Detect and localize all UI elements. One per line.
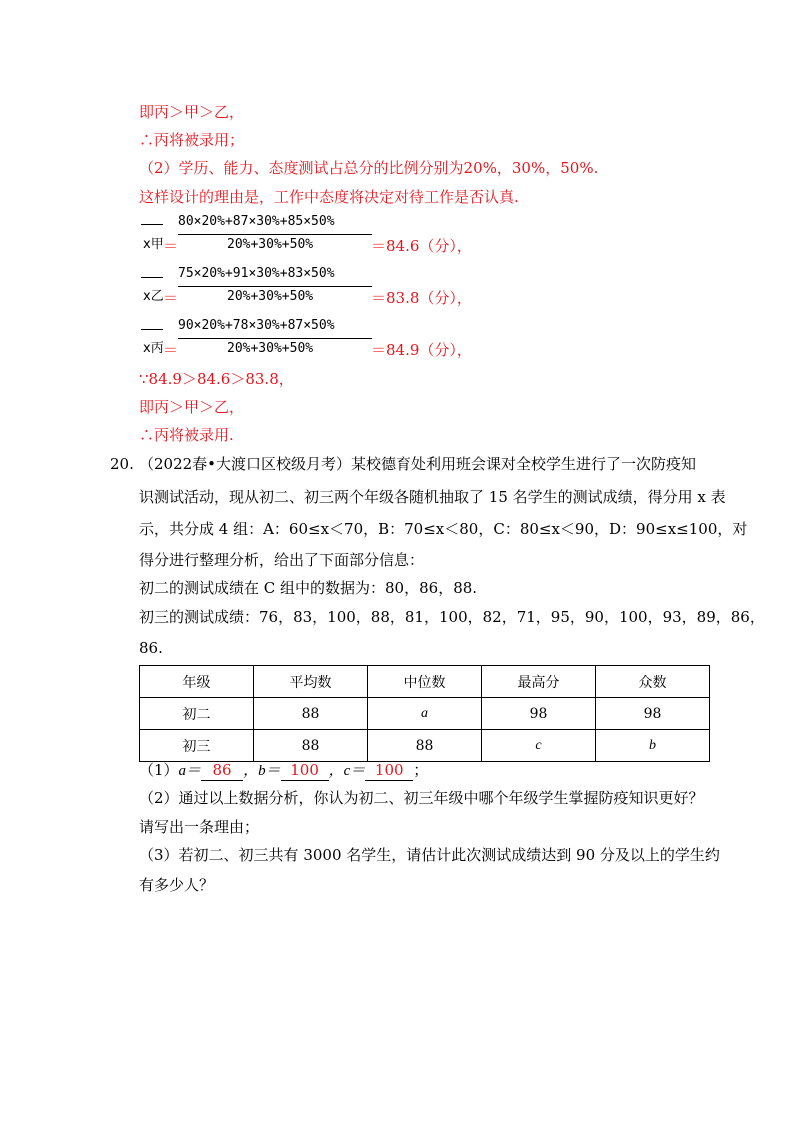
solution-line: ∴丙将被录用. <box>139 426 234 444</box>
answer-a: 86 <box>201 760 243 781</box>
equals-sign: ＝ <box>163 237 179 255</box>
table-cell: a <box>368 698 482 730</box>
formula-result: ＝83.8（分）， <box>371 289 472 307</box>
mean-variable: x甲 <box>143 237 164 252</box>
mean-bar <box>141 329 163 330</box>
mean-bar <box>141 277 163 278</box>
fraction-numerator: 90×20%+78×30%+87×50% <box>178 318 335 333</box>
score-statistics-table <box>139 665 710 762</box>
fraction-denominator: 20%+30%+50% <box>227 289 314 304</box>
fraction-bar <box>178 234 372 235</box>
formula-result: ＝84.6（分）， <box>371 237 472 255</box>
problem-number: 20. <box>110 455 134 473</box>
problem-text: 初二的测试成绩在 C 组中的数据为：80，86，88. <box>139 579 478 597</box>
mean-bar <box>141 224 163 225</box>
formula-result: ＝84.9（分）， <box>371 341 472 359</box>
fraction-numerator: 80×20%+87×30%+85×50% <box>178 214 335 229</box>
solution-line: ∴丙将被录用； <box>139 131 245 149</box>
table-cell: c <box>482 730 596 762</box>
solution-line: 即丙＞甲＞乙， <box>139 103 245 121</box>
problem-text: 初三的测试成绩：76，83，100，88，81，100，82，71，95，90，100，93，89，86， <box>139 608 765 626</box>
answer-label: ，b＝ <box>243 763 281 779</box>
question-1 <box>139 760 428 781</box>
table-header-cell: 最高分 <box>482 666 596 698</box>
mean-variable: x乙 <box>143 289 164 304</box>
table-row <box>140 730 710 762</box>
question-3-cont: 有多少人？ <box>139 876 215 894</box>
problem-text: 得分进行整理分析，给出了下面部分信息： <box>139 551 425 569</box>
table-cell: 88 <box>254 698 368 730</box>
problem-text: 示，共分成 4 组：A：60≤x＜70，B：70≤x＜80，C：80≤x＜90，D：90≤x≤100，对 <box>139 520 748 538</box>
solution-line: （2）学历、能力、态度测试占总分的比例分别为20%，30%，50%. <box>139 159 599 177</box>
table-header-cell: 众数 <box>596 666 710 698</box>
equals-sign: ＝ <box>163 341 179 359</box>
table-cell: 初三 <box>140 730 254 762</box>
answer-label: ，c＝ <box>328 763 366 779</box>
fraction-denominator: 20%+30%+50% <box>227 237 314 252</box>
solution-line: ∵84.9＞84.6＞83.8， <box>139 370 294 388</box>
solution-line: 这样设计的理由是，工作中态度将决定对待工作是否认真. <box>139 188 519 206</box>
question-3: （3）若初二、初三共有 3000 名学生，请估计此次测试成绩达到 90 分及以上的学生约 <box>139 846 720 864</box>
fraction-denominator: 20%+30%+50% <box>227 341 314 356</box>
table-header-cell: 年级 <box>140 666 254 698</box>
table-header-row <box>140 666 710 698</box>
problem-text: 86. <box>139 639 163 657</box>
question-number: （1） <box>139 761 179 779</box>
answer-b: 100 <box>281 760 329 781</box>
table-cell: 88 <box>368 730 482 762</box>
fraction-bar <box>178 286 372 287</box>
table-header-cell: 中位数 <box>368 666 482 698</box>
question-2-cont: 请写出一条理由； <box>139 818 260 836</box>
solution-line: 即丙＞甲＞乙， <box>139 398 245 416</box>
answer-end: ； <box>413 761 429 779</box>
problem-text: （2022春•大渡口区校级月考）某校德育处利用班会课对全校学生进行了一次防疫知 <box>139 455 697 473</box>
answer-c: 100 <box>365 760 413 781</box>
mean-variable: x丙 <box>143 341 164 356</box>
table-cell: 98 <box>482 698 596 730</box>
answer-label: a＝ <box>178 763 202 779</box>
table-cell: 88 <box>254 730 368 762</box>
question-2: （2）通过以上数据分析，你认为初二、初三年级中哪个年级学生掌握防疫知识更好？ <box>139 789 704 807</box>
table-header-cell: 平均数 <box>254 666 368 698</box>
table-row <box>140 698 710 730</box>
problem-text: 识测试活动，现从初二、初三两个年级各随机抽取了 15 名学生的测试成绩，得分用 x 表 <box>139 488 726 506</box>
table-cell: 98 <box>596 698 710 730</box>
table-cell: 初二 <box>140 698 254 730</box>
fraction-numerator: 75×20%+91×30%+83×50% <box>178 266 335 281</box>
fraction-bar <box>178 338 372 339</box>
table-cell: b <box>596 730 710 762</box>
equals-sign: ＝ <box>163 289 179 307</box>
